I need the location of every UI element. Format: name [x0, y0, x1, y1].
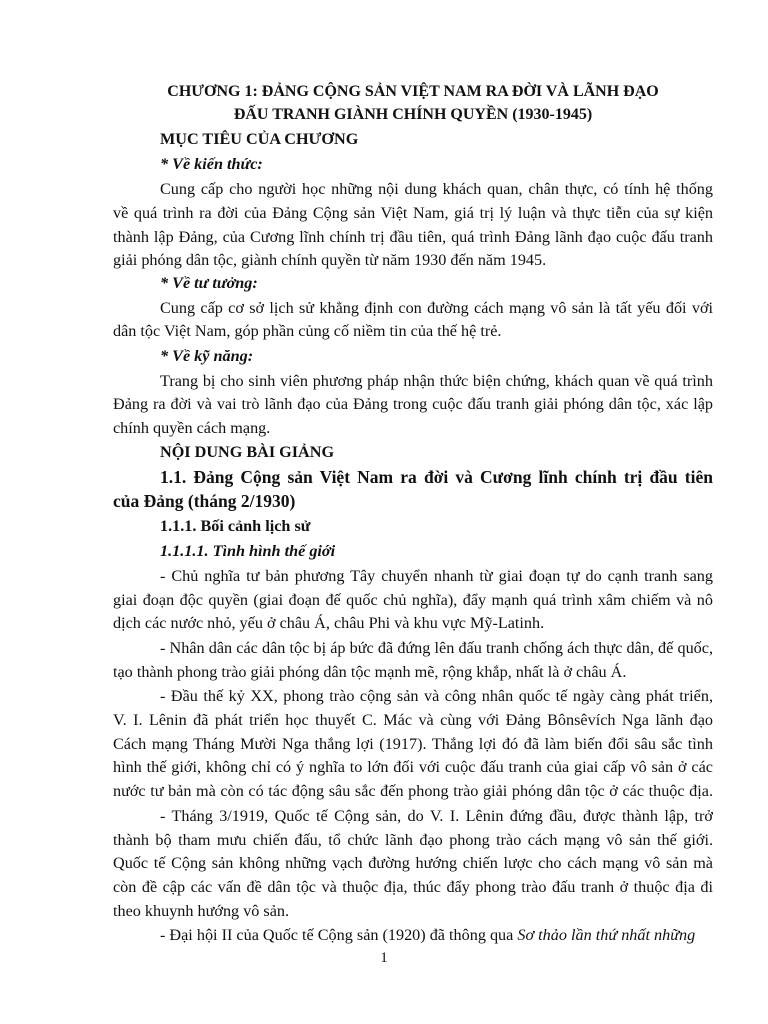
paragraph-line: chính quyền cách mạng. [113, 419, 271, 437]
paragraph-line: dân tộc Việt Nam, góp phần củng cố niềm tin của thế hệ trẻ. [113, 322, 502, 340]
paragraph-line: về quá trình ra đời của Đảng Cộng sản Việt Nam, giá trị lý luận và thực tiễn của sự kiện [113, 204, 713, 222]
knowledge-label: * Về kiến thức: [160, 155, 263, 173]
section-1-1-heading: 1.1. Đảng Cộng sản Việt Nam ra đời và Cương lĩnh chính trị đầu tiên [160, 467, 713, 487]
paragraph-line: theo khuynh hướng vô sản. [113, 902, 290, 920]
section-1-1-heading-cont: của Đảng (tháng 2/1930) [113, 491, 296, 511]
paragraph-line: giai đoạn độc quyền (giai đoạn đế quốc chủ nghĩa), đẩy mạnh quá trình xâm chiếm và nô [113, 591, 713, 609]
paragraph-line: hình thế giới, không chỉ có ý nghĩa to lớn đối với cuộc đấu tranh của giai cấp vô sản ở các [113, 758, 713, 776]
thought-label: * Về tư tưởng: [160, 274, 258, 292]
paragraph-line: thành bộ tham mưu chiến đấu, tổ chức lãnh đạo phong trào cách mạng vô sản thế giới. [113, 831, 713, 849]
paragraph-line: còn đề cập các vấn đề dân tộc và thuộc địa, thúc đẩy phong trào đấu tranh ở thuộc địa đi [113, 878, 713, 896]
paragraph-line: Trang bị cho sinh viên phương pháp nhận thức biện chứng, khách quan về quá trình [160, 372, 713, 390]
paragraph-text: - Đại hội II của Quốc tế Cộng sản (1920) đã thông qua [160, 926, 518, 944]
section-1-1-1-1-heading: 1.1.1.1. Tình hình thế giới [160, 542, 336, 560]
paragraph-line: V. I. Lênin đã phát triển học thuyết C. Mác và cùng với Đảng Bônsêvích Nga lãnh đạo [113, 711, 713, 729]
paragraph-line: tạo thành phong trào giải phóng dân tộc mạnh mẽ, rộng khắp, nhất là ở châu Á. [113, 663, 627, 681]
paragraph-line: Đảng ra đời và vai trò lãnh đạo của Đảng trong cuộc đấu tranh giải phóng dân tộc, xác lập [113, 395, 713, 413]
paragraph-line: - Tháng 3/1919, Quốc tế Cộng sản, do V. I. Lênin đứng đầu, được thành lập, trở [160, 807, 713, 825]
paragraph-line: Quốc tế Cộng sản không những vạch đường hướng chiến lược cho cách mạng vô sản mà [113, 854, 713, 872]
paragraph-line: giải phóng dân tộc, giành chính quyền từ năm 1930 đến năm 1945. [113, 251, 547, 269]
objectives-heading: MỤC TIÊU CỦA CHƯƠNG [160, 130, 359, 148]
chapter-title-line-1: CHƯƠNG 1: ĐẢNG CỘNG SẢN VIỆT NAM RA ĐỜI VÀ LÃNH ĐẠO [167, 83, 659, 100]
skills-label: * Về kỹ năng: [160, 347, 254, 365]
document-title-italic: Sơ thảo lần thứ nhất những [517, 926, 696, 944]
paragraph-line-last [160, 924, 713, 948]
paragraph-line: thành lập Đảng, của Cương lĩnh chính trị đầu tiên, quá trình Đảng lãnh đạo cuộc đấu tranh [113, 228, 713, 246]
paragraph-line: Cách mạng Tháng Mười Nga thắng lợi (1917). Thắng lợi đó đã làm biến đổi sâu sắc tình [113, 735, 713, 753]
paragraph-line: - Nhân dân các dân tộc bị áp bức đã đứng lên đấu tranh chống ách thực dân, đế quốc, [160, 639, 713, 657]
lecture-content-heading: NỘI DUNG BÀI GIẢNG [160, 443, 335, 461]
chapter-title-line-2: ĐẤU TRANH GIÀNH CHÍNH QUYỀN (1930-1945) [233, 106, 593, 123]
paragraph-line: - Chủ nghĩa tư bản phương Tây chuyển nhanh từ giai đoạn tự do cạnh tranh sang [160, 567, 713, 585]
section-1-1-1-heading: 1.1.1. Bối cảnh lịch sử [160, 517, 311, 535]
paragraph-line: - Đầu thế kỷ XX, phong trào cộng sản và công nhân quốc tế ngày càng phát triển, [160, 687, 713, 705]
paragraph-line: dịch các nước nhỏ, yếu ở châu Á, châu Phi và khu vực Mỹ-Latinh. [113, 614, 545, 632]
paragraph-line: Cung cấp cơ sở lịch sử khẳng định con đường cách mạng vô sản là tất yếu đối với [160, 299, 713, 317]
page-number: 1 [380, 950, 388, 966]
paragraph-line: nước tư bản mà còn có tác động sâu sắc đến phong trào giải phóng dân tộc ở các thuộc địa. [113, 782, 713, 800]
paragraph-line: Cung cấp cho người học những nội dung khách quan, chân thực, có tính hệ thống [160, 180, 713, 198]
